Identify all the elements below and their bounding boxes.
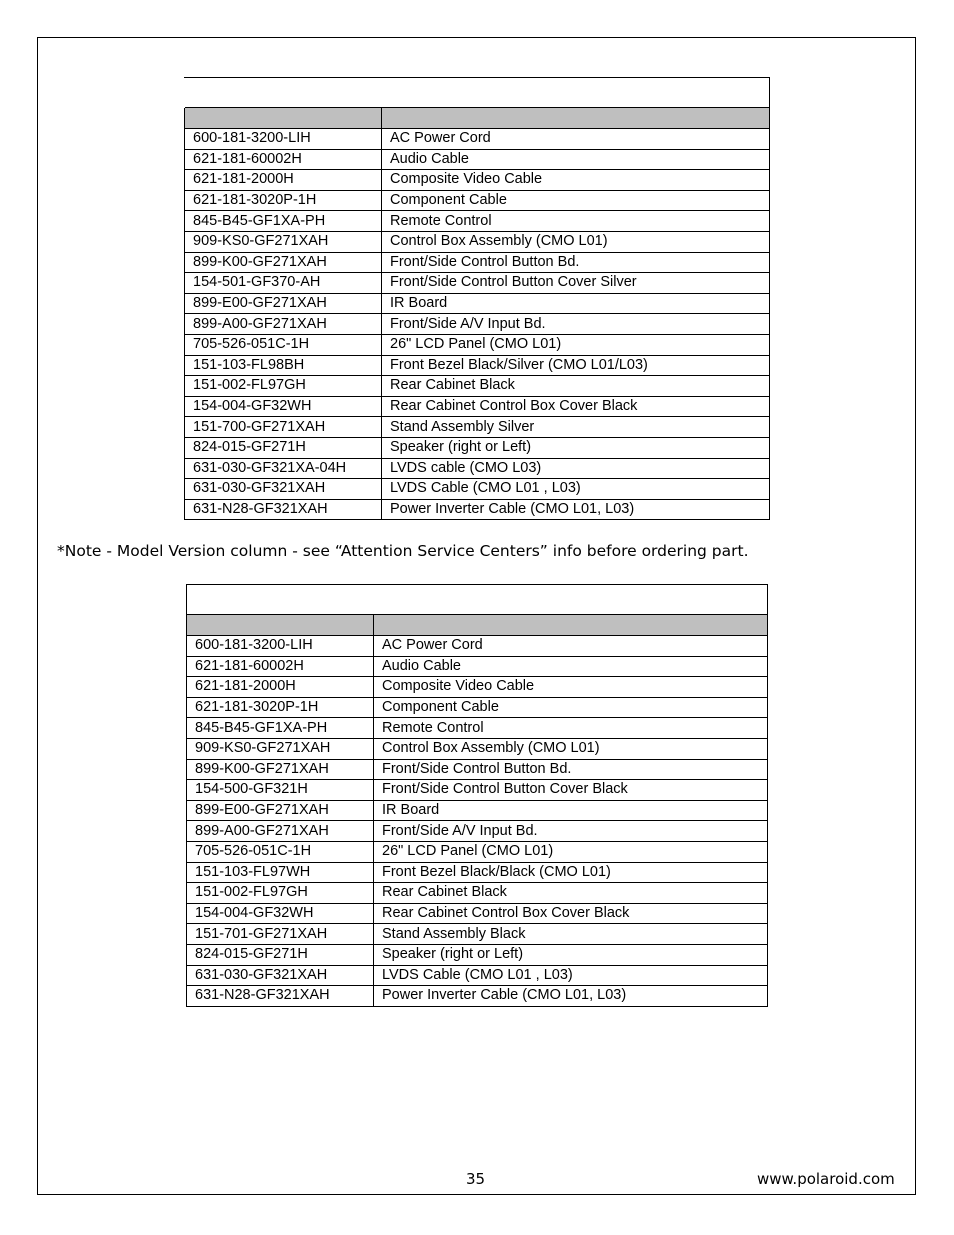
table-row — [187, 800, 768, 821]
table-row — [187, 903, 768, 924]
description-cell: Front/Side Control Button Cover Silver — [382, 273, 770, 294]
description-cell: Rear Cabinet Black — [374, 883, 768, 904]
table-row — [185, 479, 770, 500]
parts-table-silver-body — [185, 78, 770, 520]
description-cell: Front/Side A/V Input Bd. — [382, 314, 770, 335]
description-cell: Control Box Assembly (CMO L01) — [382, 231, 770, 252]
table-row — [187, 697, 768, 718]
part-number-cell: 899-K00-GF271XAH — [187, 759, 374, 780]
table-row — [187, 718, 768, 739]
description-cell: Remote Control — [382, 211, 770, 232]
parts-table-black-body — [187, 585, 768, 1007]
page-number: 35 — [466, 1170, 486, 1188]
description-cell: Power Inverter Cable (CMO L01, L03) — [382, 499, 770, 520]
description-cell: Front Bezel Black/Black (CMO L01) — [374, 862, 768, 883]
description-cell: IR Board — [374, 800, 768, 821]
table-row — [185, 293, 770, 314]
description-cell: Speaker (right or Left) — [382, 437, 770, 458]
description-cell: Rear Cabinet Black — [382, 376, 770, 397]
model-version-note: *Note - Model Version column - see “Attention Service Centers” info before ordering part. — [57, 542, 749, 560]
description-cell: Power Inverter Cable (CMO L01, L03) — [374, 986, 768, 1007]
table-row — [187, 986, 768, 1007]
table-row — [185, 458, 770, 479]
part-number-cell: 621-181-60002H — [187, 656, 374, 677]
description-cell: Front/Side A/V Input Bd. — [374, 821, 768, 842]
table-row — [187, 841, 768, 862]
part-number-cell: 909-KS0-GF271XAH — [187, 738, 374, 759]
part-number-cell: 845-B45-GF1XA-PH — [185, 211, 382, 232]
part-number-cell: 705-526-051C-1H — [187, 841, 374, 862]
part-number-cell: 621-181-3020P-1H — [187, 697, 374, 718]
part-number-cell: 151-700-GF271XAH — [185, 417, 382, 438]
part-number-cell: 621-181-2000H — [185, 170, 382, 191]
table-row — [187, 738, 768, 759]
part-number-cell: 151-701-GF271XAH — [187, 924, 374, 945]
part-number-cell: 151-002-FL97GH — [185, 376, 382, 397]
part-number-cell: 621-181-60002H — [185, 149, 382, 170]
table-caption-cell — [187, 585, 768, 615]
part-number-cell: 631-N28-GF321XAH — [185, 499, 382, 520]
parts-table-black — [186, 584, 768, 1007]
part-number-cell: 154-004-GF32WH — [185, 396, 382, 417]
table-row — [185, 190, 770, 211]
description-cell: 26" LCD Panel (CMO L01) — [374, 841, 768, 862]
part-number-cell: 151-002-FL97GH — [187, 883, 374, 904]
table-row — [187, 965, 768, 986]
table-caption-row — [185, 78, 770, 108]
table-row — [185, 129, 770, 150]
table-row — [187, 821, 768, 842]
description-cell: Speaker (right or Left) — [374, 944, 768, 965]
header-description-cell — [382, 108, 770, 129]
part-number-cell: 631-030-GF321XA-04H — [185, 458, 382, 479]
description-cell: Rear Cabinet Control Box Cover Black — [374, 903, 768, 924]
description-cell: Composite Video Cable — [382, 170, 770, 191]
part-number-cell: 899-A00-GF271XAH — [185, 314, 382, 335]
table-row — [187, 944, 768, 965]
description-cell: Audio Cable — [374, 656, 768, 677]
part-number-cell: 631-N28-GF321XAH — [187, 986, 374, 1007]
description-cell: Stand Assembly Silver — [382, 417, 770, 438]
description-cell: Front Bezel Black/Silver (CMO L01/L03) — [382, 355, 770, 376]
table-header-row — [187, 615, 768, 636]
part-number-cell: 151-103-FL98BH — [185, 355, 382, 376]
part-number-cell: 151-103-FL97WH — [187, 862, 374, 883]
part-number-cell: 899-E00-GF271XAH — [187, 800, 374, 821]
table-row — [187, 862, 768, 883]
description-cell: Front/Side Control Button Bd. — [382, 252, 770, 273]
part-number-cell: 899-E00-GF271XAH — [185, 293, 382, 314]
description-cell: Rear Cabinet Control Box Cover Black — [382, 396, 770, 417]
description-cell: Stand Assembly Black — [374, 924, 768, 945]
table-row — [185, 376, 770, 397]
part-number-cell: 621-181-3020P-1H — [185, 190, 382, 211]
part-number-cell: 899-K00-GF271XAH — [185, 252, 382, 273]
table-row — [185, 170, 770, 191]
part-number-cell: 824-015-GF271H — [187, 944, 374, 965]
description-cell: LVDS cable (CMO L03) — [382, 458, 770, 479]
description-cell: LVDS Cable (CMO L01 , L03) — [374, 965, 768, 986]
table-row — [185, 437, 770, 458]
part-number-cell: 899-A00-GF271XAH — [187, 821, 374, 842]
table-row — [185, 314, 770, 335]
table-row — [185, 252, 770, 273]
header-description-cell — [374, 615, 768, 636]
description-cell: IR Board — [382, 293, 770, 314]
part-number-cell: 154-500-GF321H — [187, 780, 374, 801]
parts-table-silver — [184, 77, 770, 520]
header-part-number-cell — [187, 615, 374, 636]
part-number-cell: 909-KS0-GF271XAH — [185, 231, 382, 252]
description-cell: Front/Side Control Button Cover Black — [374, 780, 768, 801]
table-row — [185, 273, 770, 294]
table-row — [185, 211, 770, 232]
table-row — [187, 883, 768, 904]
description-cell: Remote Control — [374, 718, 768, 739]
table-row — [185, 149, 770, 170]
website-url: www.polaroid.com — [757, 1170, 895, 1188]
table-row — [187, 656, 768, 677]
description-cell: 26" LCD Panel (CMO L01) — [382, 334, 770, 355]
table-row — [187, 759, 768, 780]
table-row — [185, 499, 770, 520]
table-row — [187, 677, 768, 698]
table-row — [187, 780, 768, 801]
table-caption-row — [187, 585, 768, 615]
table-row — [185, 355, 770, 376]
description-cell: Component Cable — [374, 697, 768, 718]
part-number-cell: 631-030-GF321XAH — [185, 479, 382, 500]
part-number-cell: 600-181-3200-LIH — [185, 129, 382, 150]
table-header-row — [185, 108, 770, 129]
part-number-cell: 705-526-051C-1H — [185, 334, 382, 355]
description-cell: AC Power Cord — [374, 636, 768, 657]
table-caption-cell — [185, 78, 770, 108]
part-number-cell: 600-181-3200-LIH — [187, 636, 374, 657]
part-number-cell: 631-030-GF321XAH — [187, 965, 374, 986]
description-cell: Control Box Assembly (CMO L01) — [374, 738, 768, 759]
part-number-cell: 154-004-GF32WH — [187, 903, 374, 924]
header-part-number-cell — [185, 108, 382, 129]
table-row — [187, 636, 768, 657]
part-number-cell: 824-015-GF271H — [185, 437, 382, 458]
table-row — [185, 417, 770, 438]
description-cell: LVDS Cable (CMO L01 , L03) — [382, 479, 770, 500]
description-cell: Composite Video Cable — [374, 677, 768, 698]
part-number-cell: 621-181-2000H — [187, 677, 374, 698]
table-row — [185, 231, 770, 252]
description-cell: Component Cable — [382, 190, 770, 211]
description-cell: AC Power Cord — [382, 129, 770, 150]
description-cell: Audio Cable — [382, 149, 770, 170]
table-row — [185, 334, 770, 355]
description-cell: Front/Side Control Button Bd. — [374, 759, 768, 780]
table-row — [185, 396, 770, 417]
part-number-cell: 154-501-GF370-AH — [185, 273, 382, 294]
part-number-cell: 845-B45-GF1XA-PH — [187, 718, 374, 739]
table-row — [187, 924, 768, 945]
